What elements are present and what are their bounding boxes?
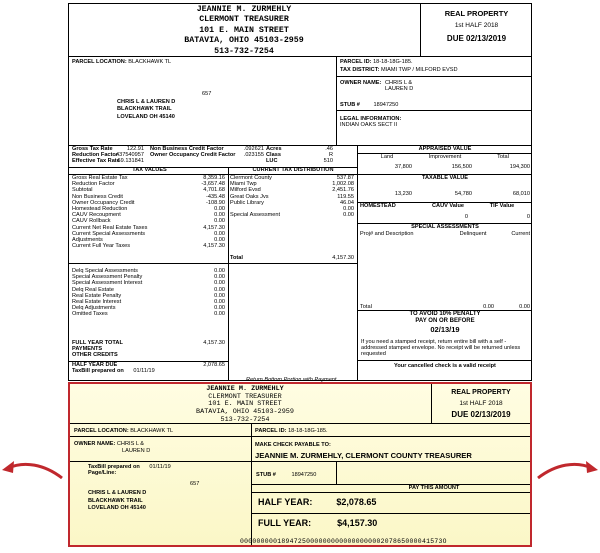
- taxable-values: 13,230 54,780 68,010: [394, 191, 530, 197]
- half-year-amount: HALF YEAR: $2,078.65: [258, 497, 377, 507]
- bill-half: 1st HALF 2018: [454, 22, 499, 29]
- tax-district: TAX DISTRICT: MIAMI TWP / MILFORD EVSD: [340, 67, 458, 73]
- stub-bill-type: REAL PROPERTY 1st HALF 2018 DUE 02/13/2019: [451, 389, 511, 419]
- right-arrow-icon: [534, 458, 600, 488]
- bill-due: DUE 02/13/2019: [446, 34, 507, 43]
- appraised-cols: Land Improvement Total: [380, 154, 509, 160]
- pay-amount-header: PAY THIS AMOUNT: [408, 485, 460, 491]
- special-header: SPECIAL ASSESSMENTS: [411, 224, 479, 230]
- rates-block: Gross Tax Rate 122.91 Non Business Credit Factor .092621 Acres .46 Reduction Factor .437540957 Owner Occupancy Credit Factor .023155 Class R Effective Tax Rate 69.131841 LUC 510: [72, 146, 333, 165]
- treasurer-title: CLERMONT TREASURER: [199, 15, 289, 25]
- owner-name: OWNER NAME:: [340, 80, 382, 86]
- parcel-location: PARCEL LOCATION: BLACKHAWK TL: [72, 59, 172, 65]
- stub-prepared: TaxBill prepared on 01/11/19: [88, 464, 171, 470]
- return-instruction: Return Bottom Portion with Payment: [246, 377, 337, 383]
- distribution-header: CURRENT TAX DISTRIBUTION: [252, 167, 334, 173]
- special-total: Total 0.00 0.00: [360, 304, 530, 310]
- stub-stub-number: STUB # 18947250: [256, 472, 317, 478]
- bill-type-label: REAL PROPERTY: [444, 9, 509, 18]
- bill-type: [421, 8, 532, 45]
- treasurer-name: JEANNIE M. ZURMEHLY: [196, 5, 292, 14]
- penalty-note: If you need a stamped receipt, return entire bill with a self - addressed stamped envelope. No receipt will be returned unless requested: [361, 339, 521, 358]
- legal-info: LEGAL INFORMATION: INDIAN OAKS SECT II: [340, 116, 402, 129]
- owner-lines: CHRIS L & LAUREN D: [385, 80, 414, 93]
- homestead-row: HOMESTEAD CAUV Value TIF Value: [360, 203, 515, 209]
- treasurer-phone: 513-732-7254: [214, 46, 274, 56]
- treasurer-header: [70, 5, 418, 57]
- stub-owner-line-2: LAUREN D: [122, 448, 151, 454]
- stub-page-line: 657: [190, 481, 200, 487]
- homestead-values: 0 0: [464, 214, 530, 220]
- distribution-total: Total 4,157.30: [230, 255, 354, 261]
- taxable-header: TAXABLE VALUE: [421, 175, 469, 181]
- page-line: 657: [202, 91, 212, 97]
- valid-receipt-note: Your cancelled check is a valid receipt: [394, 363, 496, 369]
- stub-parcel-location: PARCEL LOCATION: BLACKHAWK TL: [74, 428, 174, 434]
- full-year-amount: FULL YEAR: $4,157.30: [258, 518, 378, 528]
- tax-values-header: TAX VALUES: [132, 167, 167, 173]
- parcel-id: PARCEL ID: 18-18-18G-185.: [340, 59, 413, 65]
- payable-label: MAKE CHECK PAYABLE TO:: [255, 442, 331, 448]
- payable-to: JEANNIE M. ZURMEHLY, CLERMONT COUNTY TREASURER: [255, 451, 472, 460]
- left-arrow-icon: [2, 458, 68, 488]
- mailing-address: CHRIS L & LAUREN D BLACKHAWK TRAIL LOVELAND OH 45140: [117, 99, 176, 120]
- highlight-frame: [68, 382, 532, 547]
- stub-parcel-id: PARCEL ID: 18-18-18G-185.: [255, 428, 328, 434]
- appraised-header: APPRAISED VALUE: [418, 146, 472, 152]
- special-cols: Proj# and Description Delinquent Current: [360, 231, 530, 237]
- scan-line: 0000000001894725000000000000000000207865000041573O: [240, 538, 447, 545]
- treasurer-street: 101 E. MAIN STREET: [199, 25, 289, 35]
- delinquent-list: Delq Special Assessments 0.00 Special Assessment Penalty 0.00 Special Assessment Interest 0.00 Delq Real Estate 0.00 Real Estate Penalty 0.00 Real Estate Interest 0.00 Delq Adjustments 0.00 Omitted Taxes 0.00: [72, 268, 225, 318]
- stub-page-line-label: Page/Line:: [88, 470, 117, 476]
- appraised-values: 37,800 156,500 194,300: [394, 164, 530, 170]
- penalty-notice: TO AVOID 10% PENALTY PAY ON OR BEFORE 02/13/19: [409, 311, 481, 335]
- totals-block: FULL YEAR TOTAL 4,157.30 PAYMENTS OTHER CREDITS: [72, 340, 225, 359]
- half-year-due: HALF YEAR DUE 2,078.65 TaxBill prepared on 01/11/19: [72, 362, 225, 375]
- stub-owner-name: OWNER NAME: CHRIS L &: [74, 441, 145, 447]
- tax-values-list: Gross Real Estate Tax 8,359.16 Reduction Factor -3,657.48 Subtotal 4,701.68 Non Business Credit -435.48 Owner Occupancy Credit -108.90 Homestead Reduction 0.00 CAUV Recoupment 0.00 CAUV Rollback 0.00 Current Net Real Estate Taxes 4,157.30 Current Special Assessments 0.00 Adjustments 0.00 Current Full Year Taxes 4,157.30: [72, 175, 225, 250]
- stub-mailing-address: CHRIS L & LAUREN D BLACKHAWK TRAIL LOVELAND OH 45140: [88, 490, 147, 511]
- treasurer-city: BATAVIA, OHIO 45103-2959: [184, 36, 304, 46]
- distribution-list: Clermont County 537.87 Miami Twp 1,002.08 Milford Evsd 2,451.76 Great Oaks Jvs 119.55 Public Library 46.04 0.00 Special Assessment 0.00: [230, 175, 354, 219]
- stub-number: STUB # 18947250: [340, 102, 399, 108]
- stub-treasurer-header: JEANNIE M. ZURMEHLY CLERMONT TREASURER 101 E. MAIN STREET BATAVIA, OHIO 45103-2959 513-732-7254: [196, 385, 294, 424]
